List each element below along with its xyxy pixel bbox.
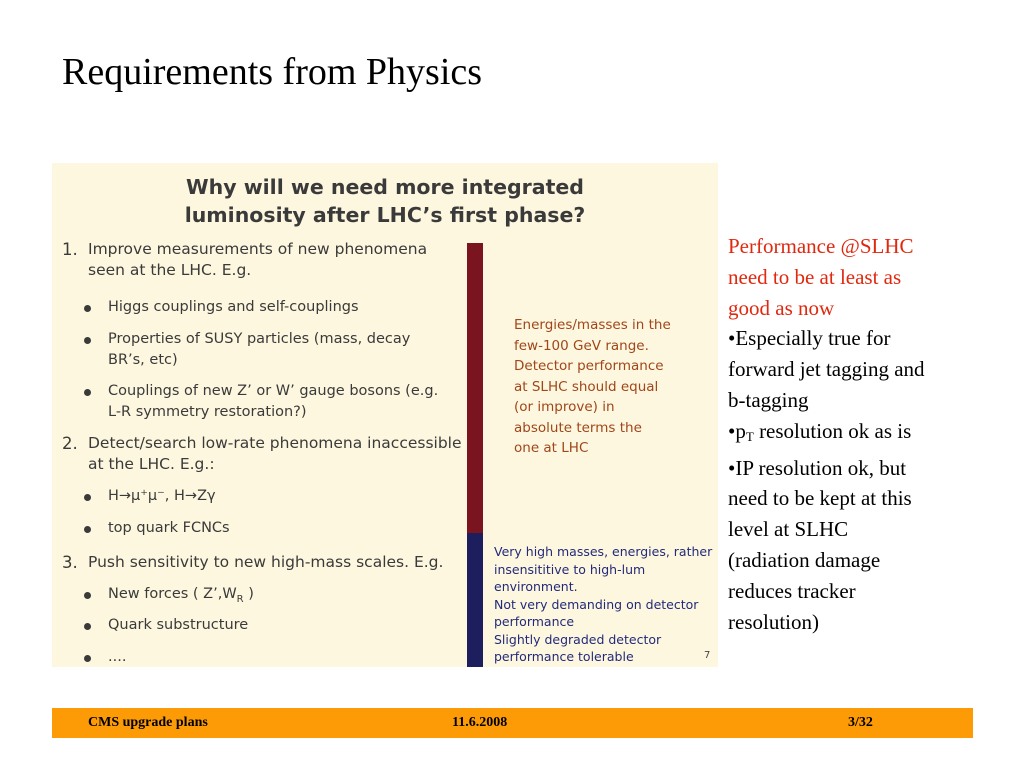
text-line: reduces tracker <box>728 578 856 603</box>
text-line: (radiation damage <box>728 547 881 572</box>
bullet-item <box>84 584 254 610</box>
bullet-text: Quark substructure <box>108 617 249 633</box>
text-line: Performance @SLHC <box>728 234 914 258</box>
energy-range-bar-blue <box>467 533 483 667</box>
bullet-item <box>84 647 126 667</box>
text-line: need to be kept at this <box>728 486 912 511</box>
bullet-text: top quark FCNCs <box>108 520 230 536</box>
text-line: good as now <box>728 295 835 320</box>
footer-date: 11.6.2008 <box>452 715 508 730</box>
numbered-item-2 <box>62 433 462 475</box>
bullet-ip-resolution <box>728 453 998 638</box>
bullet-text: Couplings of new Z’ or W’ gauge bosons (e.g. <box>108 383 439 399</box>
bullet-icon <box>84 305 91 312</box>
right-column-text <box>728 231 998 637</box>
bullet-item <box>84 615 248 636</box>
text-line: level at SLHC <box>728 517 849 542</box>
note-line: performance <box>494 614 575 629</box>
footer-title: CMS upgrade plans <box>88 715 208 730</box>
embedded-slide-image <box>52 163 718 667</box>
bullet-icon <box>84 494 91 501</box>
text-line: need to be at least as <box>728 264 902 289</box>
text-line: •IP resolution ok, but <box>728 455 907 480</box>
text-line: forward jet tagging and <box>728 357 925 382</box>
text-span: •p <box>728 418 746 443</box>
item-text: Improve measurements of new phenomena <box>88 240 428 258</box>
note-line: Detector performance <box>514 358 664 374</box>
bullet-subscript: R <box>236 593 244 605</box>
slide-title: Requirements from Physics <box>62 51 483 93</box>
bullet-icon <box>84 655 91 662</box>
bullet-item <box>84 486 216 507</box>
note-line: environment. <box>494 579 578 594</box>
panel-heading-line: luminosity after LHC’s first phase? <box>184 203 586 227</box>
bullet-text: .... <box>108 649 127 665</box>
bullet-text: H→μ⁺μ⁻, H→Zγ <box>108 488 216 504</box>
item-number: 1. <box>62 240 78 259</box>
bullet-forward-jet <box>728 323 998 415</box>
bullet-text: New forces ( Z’,W <box>108 586 237 602</box>
bullet-item <box>84 381 438 423</box>
bullet-item <box>84 518 230 539</box>
note-line: Slightly degraded detector <box>494 631 662 647</box>
bullet-item <box>84 297 359 318</box>
note-line: Very high masses, energies, rather <box>494 544 713 559</box>
bullet-text: Properties of SUSY particles (mass, decay <box>108 331 411 347</box>
note-line: performance tolerable <box>494 649 634 664</box>
numbered-item-3 <box>62 552 443 574</box>
energy-range-bar-red <box>467 243 483 533</box>
item-number: 3. <box>62 553 78 572</box>
item-number: 2. <box>62 434 78 453</box>
bullet-icon <box>84 337 91 344</box>
panel-heading <box>52 173 718 229</box>
bullet-text: Higgs couplings and self-couplings <box>108 299 359 315</box>
bullet-icon <box>84 623 91 630</box>
note-line: Not very demanding on detector <box>494 596 699 612</box>
note-line: absolute terms the <box>514 419 642 436</box>
bullet-text: ) <box>243 586 254 602</box>
slide-footer <box>52 708 973 738</box>
subscript: T <box>745 428 754 444</box>
note-high-mass <box>494 543 718 666</box>
text-line: b-tagging <box>728 387 809 412</box>
bullet-icon <box>84 389 91 396</box>
text-span: resolution ok as is <box>753 418 912 443</box>
text-line: resolution) <box>728 609 819 634</box>
bullet-text: BR’s, etc) <box>108 352 178 368</box>
item-text: Push sensitivity to new high-mass scales. E.g. <box>88 553 444 571</box>
bullet-pt-resolution <box>728 416 998 453</box>
panel-heading-line: Why will we need more integrated <box>186 175 584 199</box>
performance-requirement <box>728 231 998 323</box>
bullet-icon <box>84 526 91 533</box>
note-line: at SLHC should equal <box>514 378 659 395</box>
text-line: •Especially true for <box>728 326 891 351</box>
embedded-page-number: 7 <box>704 650 711 661</box>
footer-slide-number: 3/32 <box>848 715 873 730</box>
note-line: one at LHC <box>514 440 589 456</box>
item-text: at the LHC. E.g.: <box>88 455 215 473</box>
bullet-item <box>84 329 410 371</box>
note-line: few-100 GeV range. <box>514 337 649 354</box>
numbered-item-1 <box>62 239 427 281</box>
note-line: insensititive to high-lum <box>494 561 646 577</box>
note-low-mass <box>514 315 714 459</box>
bullet-icon <box>84 592 91 599</box>
item-text: seen at the LHC. E.g. <box>88 261 252 279</box>
item-text: Detect/search low-rate phenomena inaccessible <box>88 434 462 452</box>
bullet-text: L-R symmetry restoration?) <box>108 404 307 420</box>
note-line: (or improve) in <box>514 399 615 415</box>
note-line: Energies/masses in the <box>514 317 671 333</box>
